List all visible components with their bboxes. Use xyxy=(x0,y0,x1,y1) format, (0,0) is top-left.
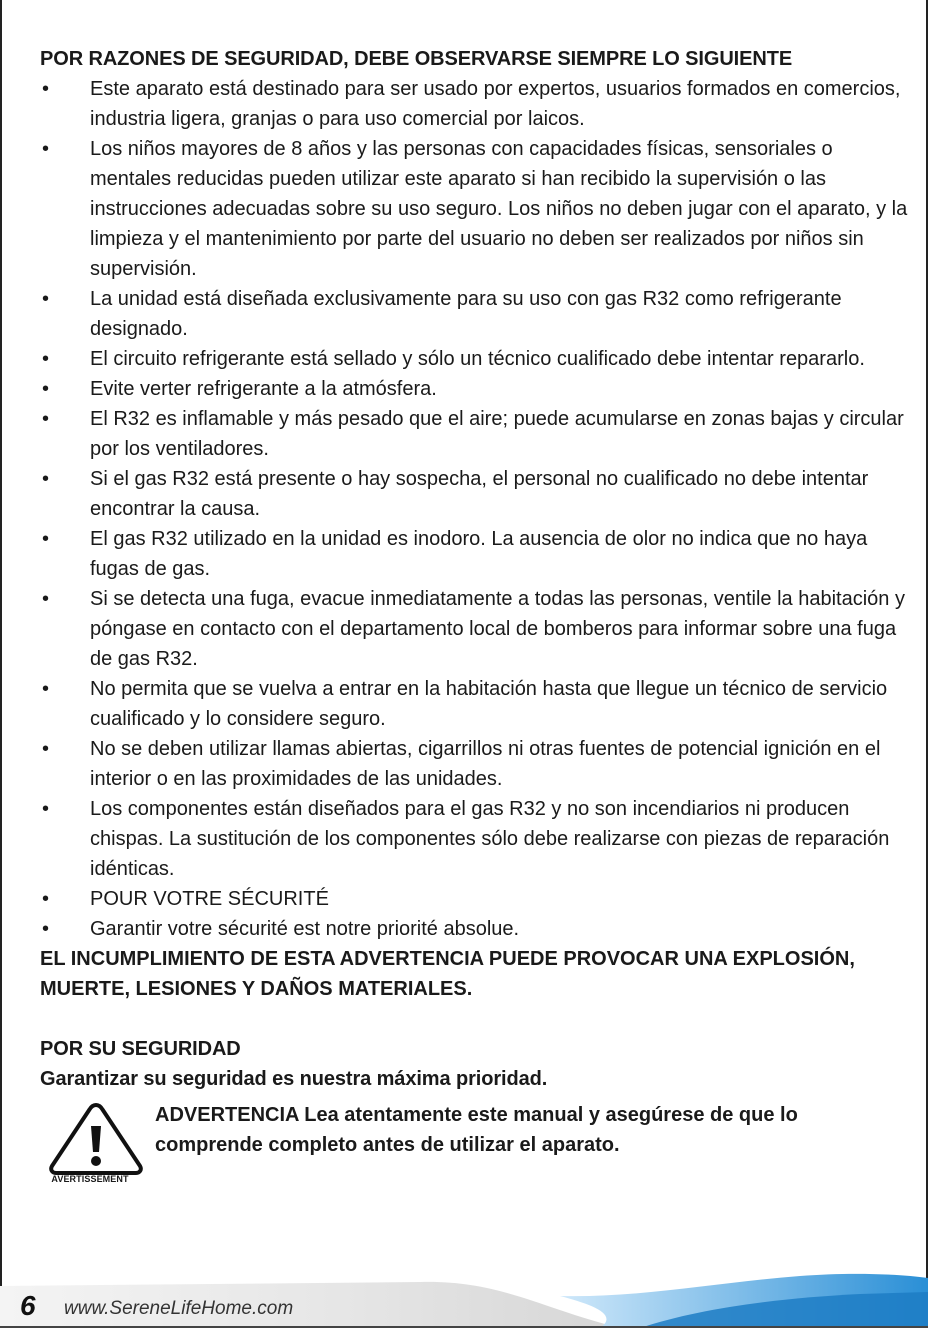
bullet-marker: • xyxy=(42,918,50,940)
list-item xyxy=(40,374,912,404)
list-item xyxy=(40,404,912,464)
list-item xyxy=(40,884,912,914)
list-item-text: POUR VOTRE SÉCURITÉ xyxy=(90,888,329,910)
list-item-text: Evite verter refrigerante a la atmósfera. xyxy=(90,378,437,400)
page-content xyxy=(40,44,912,1192)
bullet-marker: • xyxy=(42,288,50,310)
warning-statement: EL INCUMPLIMIENTO DE ESTA ADVERTENCIA PUEDE PROVOCAR UNA EXPLOSIÓN, MUERTE, LESIONES Y DAÑOS MATERIALES. xyxy=(40,948,855,1000)
safety-bullet-list xyxy=(40,74,912,944)
list-item-text: Si el gas R32 está presente o hay sospecha, el personal no cualificado no debe intentar encontrar la causa. xyxy=(90,468,869,520)
bullet-marker: • xyxy=(42,888,50,910)
bullet-marker: • xyxy=(42,78,50,100)
list-item xyxy=(40,734,912,794)
advertencia-text: ADVERTENCIA Lea atentamente este manual y asegúrese de que lo comprende completo antes de utilizar el aparato. xyxy=(155,1104,798,1156)
bullet-marker: • xyxy=(42,408,50,430)
bullet-marker: • xyxy=(42,528,50,550)
list-item xyxy=(40,524,912,584)
bullet-marker: • xyxy=(42,348,50,370)
list-item xyxy=(40,284,912,344)
advertencia-block xyxy=(40,1100,912,1192)
bullet-marker: • xyxy=(42,588,50,610)
safety-subtitle: Garantizar su seguridad es nuestra máxima prioridad. xyxy=(40,1068,548,1090)
list-item-text: La unidad está diseñada exclusivamente para su uso con gas R32 como refrigerante designado. xyxy=(90,288,842,340)
list-item-text: El circuito refrigerante está sellado y sólo un técnico cualificado debe intentar repararlo. xyxy=(90,348,865,370)
list-item xyxy=(40,794,912,884)
list-item xyxy=(40,344,912,374)
warning-icon-caption: AVERTISSEMENT xyxy=(51,1174,129,1184)
list-item xyxy=(40,464,912,524)
list-item xyxy=(40,584,912,674)
list-item xyxy=(40,134,912,284)
list-item xyxy=(40,914,912,944)
list-item xyxy=(40,74,912,134)
page-number: 6 xyxy=(20,1290,36,1321)
bullet-marker: • xyxy=(42,378,50,400)
bullet-marker: • xyxy=(42,798,50,820)
bullet-marker: • xyxy=(42,678,50,700)
safety-title: POR SU SEGURIDAD xyxy=(40,1038,241,1060)
list-item-text: No permita que se vuelva a entrar en la habitación hasta que llegue un técnico de servicio cualificado y lo considere seguro. xyxy=(90,678,888,730)
section-heading: POR RAZONES DE SEGURIDAD, DEBE OBSERVARSE SIEMPRE LO SIGUIENTE xyxy=(40,48,793,70)
page-border-left xyxy=(0,0,2,1328)
page-footer xyxy=(0,1268,928,1328)
list-item-text: No se deben utilizar llamas abiertas, cigarrillos ni otras fuentes de potencial ignición en el interior o en las proximidades de las unidades. xyxy=(90,738,881,790)
bullet-marker: • xyxy=(42,138,50,160)
list-item-text: Este aparato está destinado para ser usado por expertos, usuarios formados en comercios, industria ligera, granjas o para uso comercial por laicos. xyxy=(90,78,901,130)
list-item-text: Garantir votre sécurité est notre priorité absolue. xyxy=(90,918,520,940)
list-item-text: El gas R32 utilizado en la unidad es inodoro. La ausencia de olor no indica que no haya fugas de gas. xyxy=(90,528,868,580)
list-item-text: El R32 es inflamable y más pesado que el aire; puede acumularse en zonas bajas y circular por los ventiladores. xyxy=(90,408,904,460)
bullet-marker: • xyxy=(42,468,50,490)
website-link[interactable]: www.SereneLifeHome.com xyxy=(64,1298,294,1319)
list-item-text: Los componentes están diseñados para el gas R32 y no son incendiarios ni producen chispas. La sustitución de los componentes sólo debe realizarse con piezas de reparación idénticas. xyxy=(90,798,890,880)
warning-triangle-icon xyxy=(40,1100,152,1192)
list-item-text: Si se detecta una fuga, evacue inmediatamente a todas las personas, ventile la habitación y póngase en contacto con el departamento local de bomberos para informar sobre una fuga de gas R32. xyxy=(90,588,905,670)
list-item-text: Los niños mayores de 8 años y las personas con capacidades físicas, sensoriales o mentales reducidas pueden utilizar este aparato si han recibido la supervisión o las instrucciones adecuadas sobre su uso seguro. Los niños no deben jugar con el aparato, y la limpieza y el mantenimiento por parte del usuario no deben ser realizados por niños sin supervisión. xyxy=(90,138,908,280)
spacer xyxy=(40,1004,912,1034)
bullet-marker: • xyxy=(42,738,50,760)
list-item xyxy=(40,674,912,734)
